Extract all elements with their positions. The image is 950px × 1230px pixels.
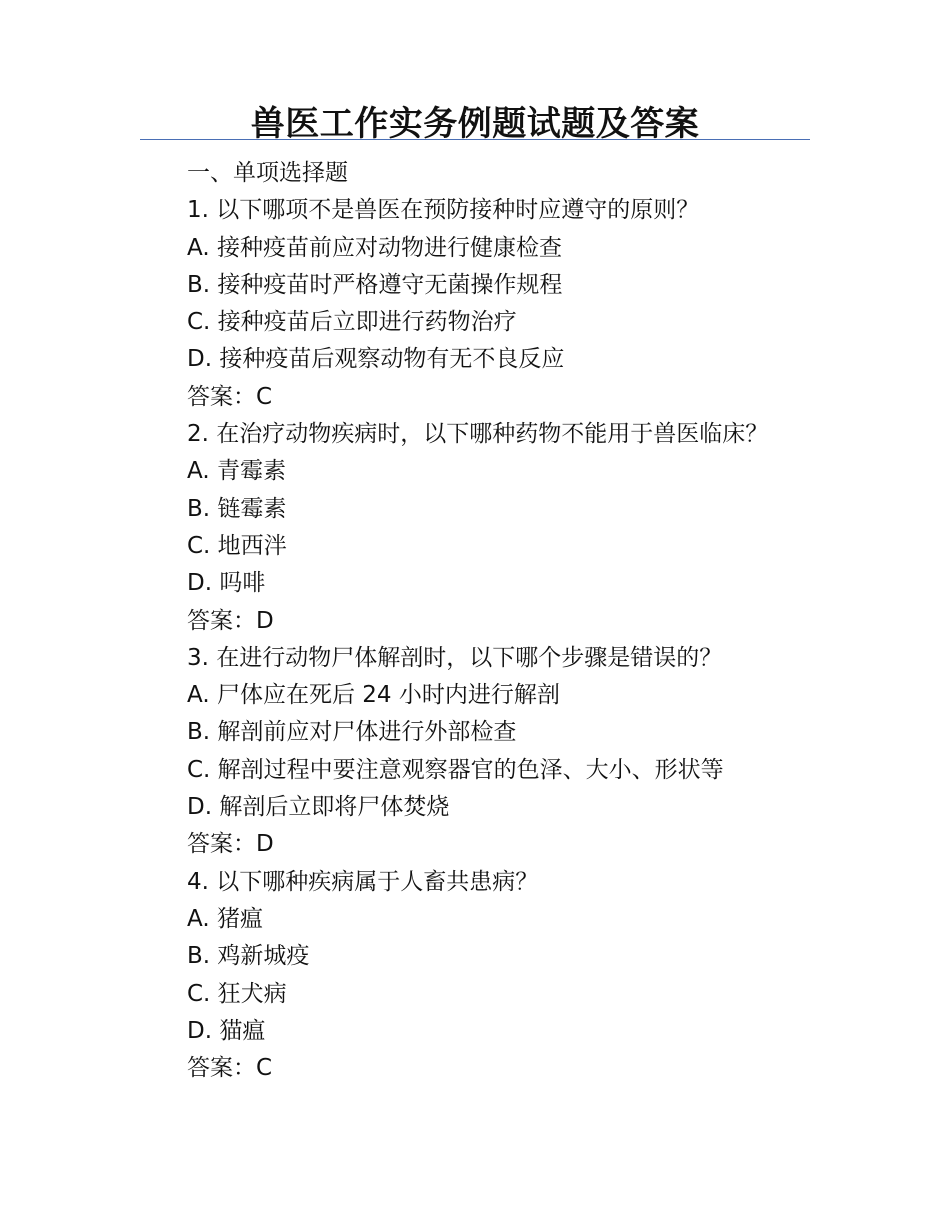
question-text: 4. 以下哪种疾病属于人畜共患病？ [187,868,539,895]
question-text: 1. 以下哪项不是兽医在预防接种时应遵守的原则？ [187,197,700,224]
option-a: A. 接种疫苗前应对动物进行健康检查 [187,234,562,261]
title-underline [140,139,810,140]
option-b: B. 鸡新城疫 [187,943,310,970]
question-block-2 [187,416,827,640]
option-d: D. 吗啡 [187,570,266,597]
option-b: B. 解剖前应对尸体进行外部检查 [187,719,517,746]
document-title: 兽医工作实务例题试题及答案 [250,104,700,144]
answer-text: 答案：D [187,831,274,858]
option-a: A. 尸体应在死后 24 小时内进行解剖 [187,682,560,709]
answer-text: 答案：D [187,607,274,634]
question-block-1 [187,192,827,416]
document-body [187,155,827,1087]
question-block-3 [187,640,827,864]
option-c: C. 接种疫苗后立即进行药物治疗 [187,309,517,336]
option-d: D. 解剖后立即将尸体焚烧 [187,794,450,821]
question-block-4 [187,864,827,1088]
option-a: A. 青霉素 [187,458,286,485]
option-d: D. 接种疫苗后观察动物有无不良反应 [187,346,565,373]
option-a: A. 猪瘟 [187,905,263,932]
option-c: C. 地西泮 [187,532,287,559]
option-c: C. 狂犬病 [187,980,287,1007]
option-d: D. 猫瘟 [187,1017,266,1044]
question-text: 3. 在进行动物尸体解剖时，以下哪个步骤是错误的？ [187,644,723,671]
option-c: C. 解剖过程中要注意观察器官的色泽、大小、形状等 [187,756,724,783]
answer-text: 答案：C [187,1055,273,1082]
option-b: B. 链霉素 [187,495,287,522]
option-b: B. 接种疫苗时严格遵守无菌操作规程 [187,271,563,298]
question-text: 2. 在治疗动物疾病时，以下哪种药物不能用于兽医临床？ [187,421,769,448]
answer-text: 答案：C [187,383,273,410]
section-heading: 一、单项选择题 [187,160,348,186]
